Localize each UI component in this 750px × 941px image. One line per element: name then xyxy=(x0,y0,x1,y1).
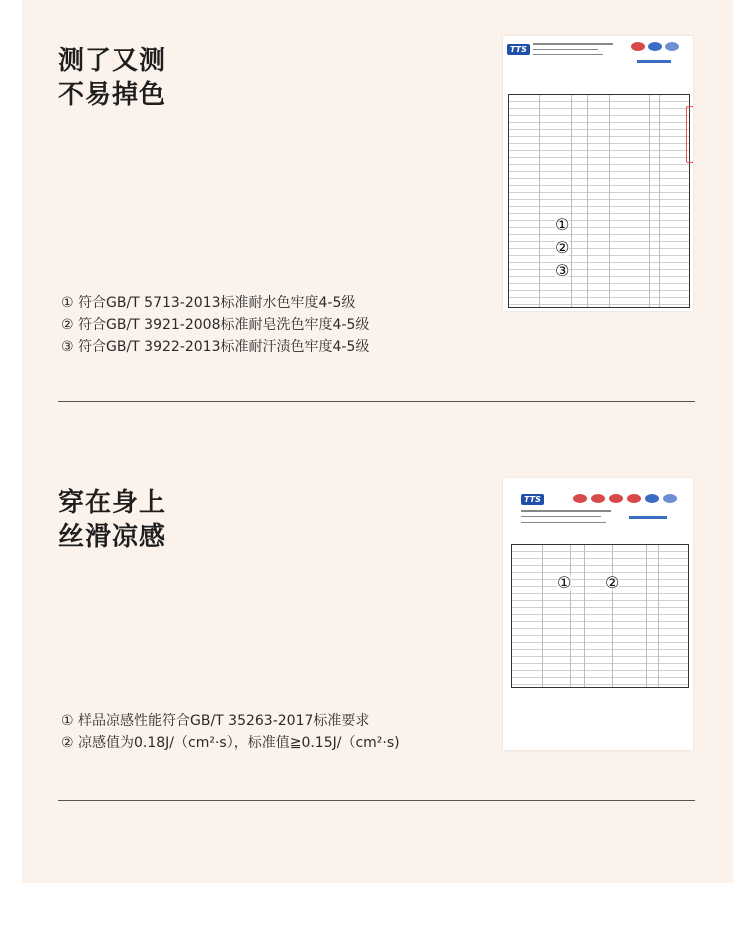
report-title-mark xyxy=(629,516,667,519)
red-stamp-mark xyxy=(686,106,693,163)
marker-2: ② xyxy=(555,238,570,257)
seal-icon xyxy=(609,494,623,503)
tts-logo: TTS xyxy=(521,494,544,505)
marker-1: ① xyxy=(555,215,570,234)
section1-note-2: ② 符合GB/T 3921-2008标准耐皂洗色牢度4-5级 xyxy=(61,317,370,333)
org-name-line xyxy=(533,54,603,55)
section1-title xyxy=(58,44,166,112)
seal-icon xyxy=(665,42,679,51)
section1-note-1: ① 符合GB/T 5713-2013标准耐水色牢度4-5级 xyxy=(61,295,356,311)
marker-2: ② xyxy=(605,573,620,592)
section1-notes xyxy=(61,292,369,358)
section2-note-2: ② 凉感值为0.18J/（cm²·s），标准值≧0.15J/（cm²·s) xyxy=(61,735,400,751)
seal-icon xyxy=(663,494,677,503)
report-table xyxy=(511,544,689,688)
seal-icon xyxy=(631,42,645,51)
report-table xyxy=(508,94,690,308)
section2-title-line-1: 穿在身上 xyxy=(58,488,167,518)
org-name-line xyxy=(521,510,611,512)
org-name-line xyxy=(521,516,601,517)
section1-title-line-1: 测了又测 xyxy=(58,46,167,76)
seal-icon xyxy=(645,494,659,503)
section2-notes xyxy=(61,710,400,754)
section1-note-3: ③ 符合GB/T 3922-2013标准耐汗渍色牢度4-5级 xyxy=(61,339,370,355)
section1-title-line-2: 不易掉色 xyxy=(58,80,167,110)
section2-note-1: ① 样品凉感性能符合GB/T 35263-2017标准要求 xyxy=(61,713,370,729)
seal-icon xyxy=(573,494,587,503)
section-divider-2 xyxy=(58,800,695,801)
section2-title xyxy=(58,486,166,554)
marker-1: ① xyxy=(557,573,572,592)
seal-icon xyxy=(591,494,605,503)
marker-3: ③ xyxy=(555,261,570,280)
report-title-mark xyxy=(637,60,671,63)
org-name-line xyxy=(533,43,613,45)
test-report-image-2 xyxy=(503,478,693,750)
section-divider-1 xyxy=(58,401,695,402)
org-name-line xyxy=(533,49,598,50)
tts-logo: TTS xyxy=(507,44,530,55)
org-name-line xyxy=(521,522,606,523)
seal-icon xyxy=(627,494,641,503)
test-report-image-1 xyxy=(503,36,693,311)
seal-icon xyxy=(648,42,662,51)
section2-title-line-2: 丝滑凉感 xyxy=(58,522,167,552)
